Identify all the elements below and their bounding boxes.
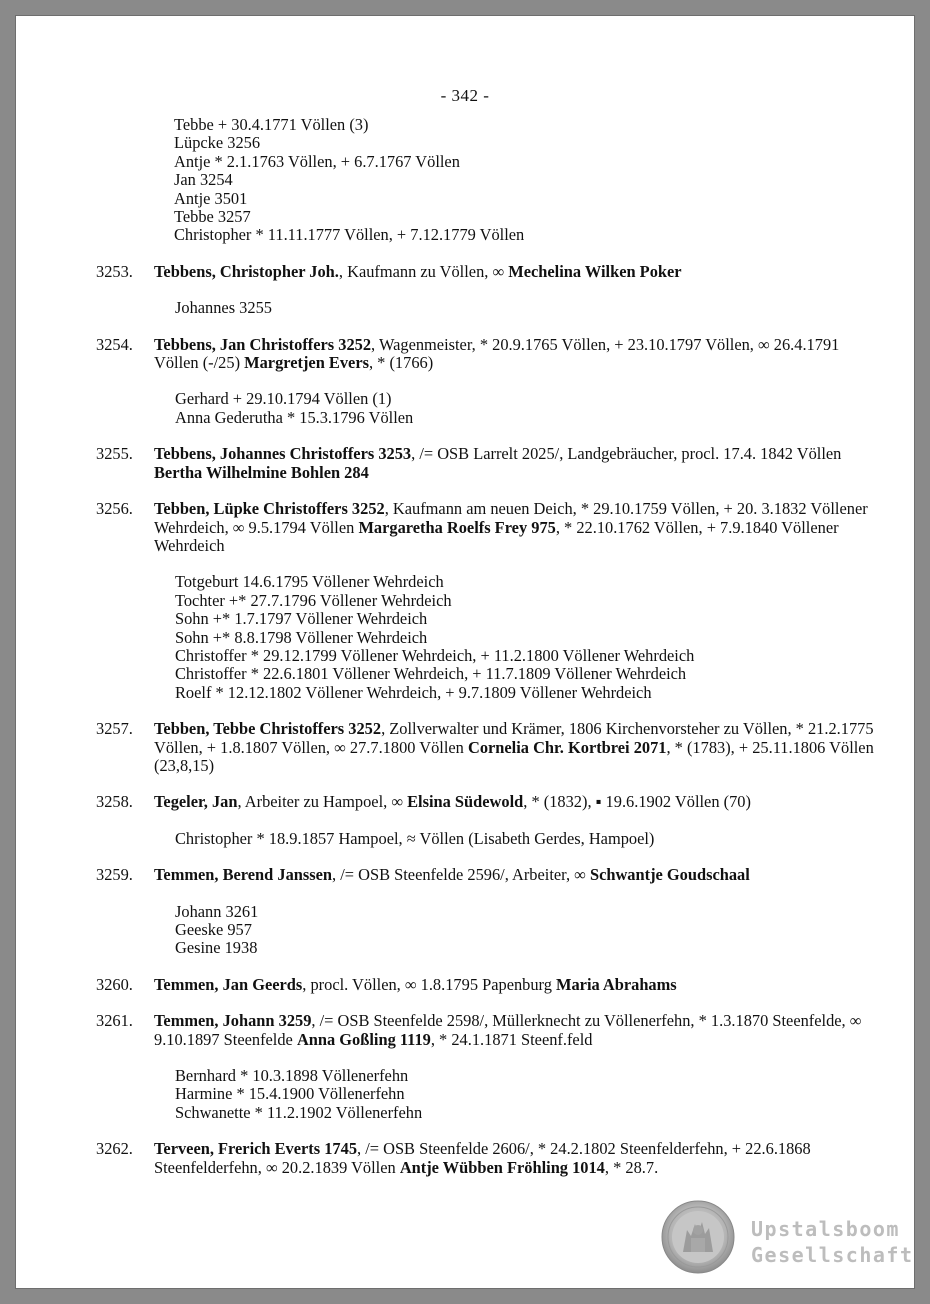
entry-spouse-name: Margretjen Evers <box>244 353 369 373</box>
child-line: Tebbe 3257 <box>174 207 251 227</box>
entry-text <box>154 720 876 775</box>
child-line: Tochter +* 27.7.1796 Völlener Wehrdeich <box>175 590 452 610</box>
children-list <box>175 573 876 702</box>
child-line: Sohn +* 1.7.1797 Völlener Wehrdeich <box>175 609 428 629</box>
entry <box>96 866 876 958</box>
entry-text <box>154 976 876 994</box>
page-number: - 342 - <box>440 86 490 105</box>
entry-person-name: Tebbens, Christopher Joh. <box>154 261 339 281</box>
entry-person-name: Tebbens, Johannes Christoffers 3253 <box>154 444 412 464</box>
entry-details: , Kaufmann zu Völlen, ∞ <box>338 261 509 281</box>
entry-number: 3254. <box>96 334 133 354</box>
child-line: Harmine * 15.4.1900 Völlenerfehn <box>175 1084 405 1104</box>
entry-tail: , * (1783), + 25.11.1806 Völlen (23,8,15) <box>154 737 874 775</box>
entry-text <box>154 1012 876 1049</box>
child-line: Johannes 3255 <box>175 298 272 318</box>
child-line: Jan 3254 <box>174 170 233 190</box>
entry-spouse-name: Maria Abrahams <box>556 974 677 994</box>
entry-number: 3255. <box>96 444 133 464</box>
child-line: Antje * 2.1.1763 Völlen, + 6.7.1767 Völlen <box>174 151 460 171</box>
child-line: Totgeburt 14.6.1795 Völlener Wehrdeich <box>175 572 444 592</box>
child-line: Lüpcke 3256 <box>174 133 261 153</box>
child-line: Antje 3501 <box>174 188 248 208</box>
entry <box>96 445 876 482</box>
document-page <box>16 16 914 1288</box>
entry-number: 3253. <box>96 261 133 281</box>
child-line: Roelf * 12.12.1802 Völlener Wehrdeich, + 9.7.1809 Völlener Wehrdeich <box>175 682 652 702</box>
entry <box>96 976 876 994</box>
entry-spouse-name: Elsina Südewold <box>407 792 524 812</box>
entry-text <box>154 500 876 555</box>
child-line: Schwanette * 11.2.1902 Völlenerfehn <box>175 1102 423 1122</box>
entry-details: , /= OSB Steenfelde 2598/, Müllerknecht zu Völlenerfehn, * 1.3.1870 Steenfelde, ∞ 9.10.1897 Steenfelde <box>154 1011 862 1049</box>
continued-children-list <box>174 116 876 245</box>
children-list <box>175 830 876 848</box>
entry-person-name: Temmen, Johann 3259 <box>154 1011 312 1031</box>
entry-tail: , * 28.7. <box>604 1157 659 1177</box>
entry-number: 3259. <box>96 865 133 885</box>
genealogy-content <box>96 116 876 1177</box>
entry-text <box>154 445 876 482</box>
entry-spouse-name: Anna Goßling 1119 <box>296 1029 431 1049</box>
child-line: Gesine 1938 <box>175 938 258 958</box>
entry <box>96 336 876 428</box>
entry-text <box>154 866 876 884</box>
entry-details: , /= OSB Larrelt 2025/, Landgebräucher, procl. 17.4. 1842 Völlen <box>411 444 842 464</box>
entry-person-name: Terveen, Frerich Everts 1745 <box>154 1139 358 1159</box>
entry-details: , procl. Völlen, ∞ 1.8.1795 Papenburg <box>302 974 557 994</box>
entry-tail: , * 24.1.1871 Steenf.feld <box>430 1029 593 1049</box>
logo-line-2: Gesellschaft <box>751 1243 914 1267</box>
entry-details: , Wagenmeister, * 20.9.1765 Völlen, + 23.10.1797 Völlen, ∞ 26.4.1791 Völlen (-/25) <box>154 334 840 373</box>
entry-person-name: Tebben, Tebbe Christoffers 3252 <box>154 719 382 739</box>
entry-text <box>154 793 876 811</box>
entry-number: 3260. <box>96 974 133 994</box>
entry-tail: , * (1832), ▪ 19.6.1902 Völlen (70) <box>523 792 751 812</box>
society-logo-text <box>751 1216 914 1268</box>
entry-details: , Zollverwalter und Krämer, 1806 Kirchenvorsteher zu Völlen, * 21.2.1775 Völlen, + 1.8.1807 Völlen, ∞ 27.7.1800 Völlen <box>154 719 874 757</box>
entry-number: 3258. <box>96 792 133 812</box>
child-line: Christoffer * 29.12.1799 Völlener Wehrdeich, + 11.2.1800 Völlener Wehrdeich <box>175 645 695 665</box>
entry-tail: , * 22.10.1762 Völlen, + 7.9.1840 Völlener Wehrdeich <box>154 517 839 555</box>
entry <box>96 500 876 702</box>
entry <box>96 793 876 848</box>
entry-person-name: Temmen, Jan Geerds <box>154 974 303 994</box>
seal-logo-icon <box>661 1200 735 1274</box>
entry-number: 3262. <box>96 1139 133 1159</box>
logo-line-1: Upstalsboom <box>751 1217 900 1241</box>
child-line: Johann 3261 <box>175 901 259 921</box>
entry-details: , Arbeiter zu Hampoel, ∞ <box>237 792 408 812</box>
child-line: Bernhard * 10.3.1898 Völlenerfehn <box>175 1066 409 1086</box>
entry-person-name: Temmen, Berend Janssen <box>154 865 333 885</box>
entry-person-name: Tebben, Lüpke Christoffers 3252 <box>154 499 385 519</box>
entry-tail: , * (1766) <box>368 353 434 373</box>
child-line: Christoffer * 22.6.1801 Völlener Wehrdeich, + 11.7.1809 Völlener Wehrdeich <box>175 664 687 684</box>
entry-spouse-name: Bertha Wilhelmine Bohlen 284 <box>154 462 369 482</box>
entry-number: 3261. <box>96 1011 133 1031</box>
entry-person-name: Tebbens, Jan Christoffers 3252 <box>154 334 372 354</box>
entry-spouse-name: Cornelia Chr. Kortbrei 2071 <box>467 737 667 757</box>
entry-text <box>154 263 876 281</box>
child-line: Geeske 957 <box>175 920 252 939</box>
children-list <box>175 299 876 317</box>
entry <box>96 263 876 318</box>
entry-number: 3256. <box>96 499 133 519</box>
child-line: Tebbe + 30.4.1771 Völlen (3) <box>174 115 369 134</box>
entry-number: 3257. <box>96 719 133 739</box>
children-list <box>175 903 876 958</box>
entry <box>96 1140 876 1177</box>
children-list <box>175 390 876 427</box>
entry <box>96 720 876 775</box>
entry-spouse-name: Mechelina Wilken Poker <box>508 261 682 281</box>
child-line: Christopher * 11.11.1777 Völlen, + 7.12.1779 Völlen <box>174 225 525 245</box>
child-line: Sohn +* 8.8.1798 Völlener Wehrdeich <box>175 627 428 647</box>
entry-details: , Kaufmann am neuen Deich, * 29.10.1759 Völlen, + 20. 3.1832 Völlener Wehrdeich, ∞ 9.5.1794 Völlen <box>154 499 868 537</box>
child-line: Gerhard + 29.10.1794 Völlen (1) <box>175 389 392 409</box>
entry-spouse-name: Antje Wübben Fröhling 1014 <box>399 1157 605 1177</box>
entry-details: , /= OSB Steenfelde 2606/, * 24.2.1802 Steenfelderfehn, + 22.6.1868 Steenfelderfehn, ∞ 20.2.1839 Völlen <box>154 1139 811 1177</box>
entry <box>96 1012 876 1122</box>
entry-text <box>154 1140 876 1177</box>
children-list <box>175 1067 876 1122</box>
entries-list <box>96 263 876 1177</box>
entry-details: , /= OSB Steenfelde 2596/, Arbeiter, ∞ <box>332 865 590 885</box>
entry-spouse-name: Schwantje Goudschaal <box>589 865 750 885</box>
entry-text <box>154 336 876 373</box>
child-line: Anna Gederutha * 15.3.1796 Völlen <box>175 407 414 427</box>
entry-spouse-name: Margaretha Roelfs Frey 975 <box>358 517 556 537</box>
child-line: Christopher * 18.9.1857 Hampoel, ≈ Völlen (Lisabeth Gerdes, Hampoel) <box>175 828 655 848</box>
entry-person-name: Tegeler, Jan <box>154 792 238 812</box>
